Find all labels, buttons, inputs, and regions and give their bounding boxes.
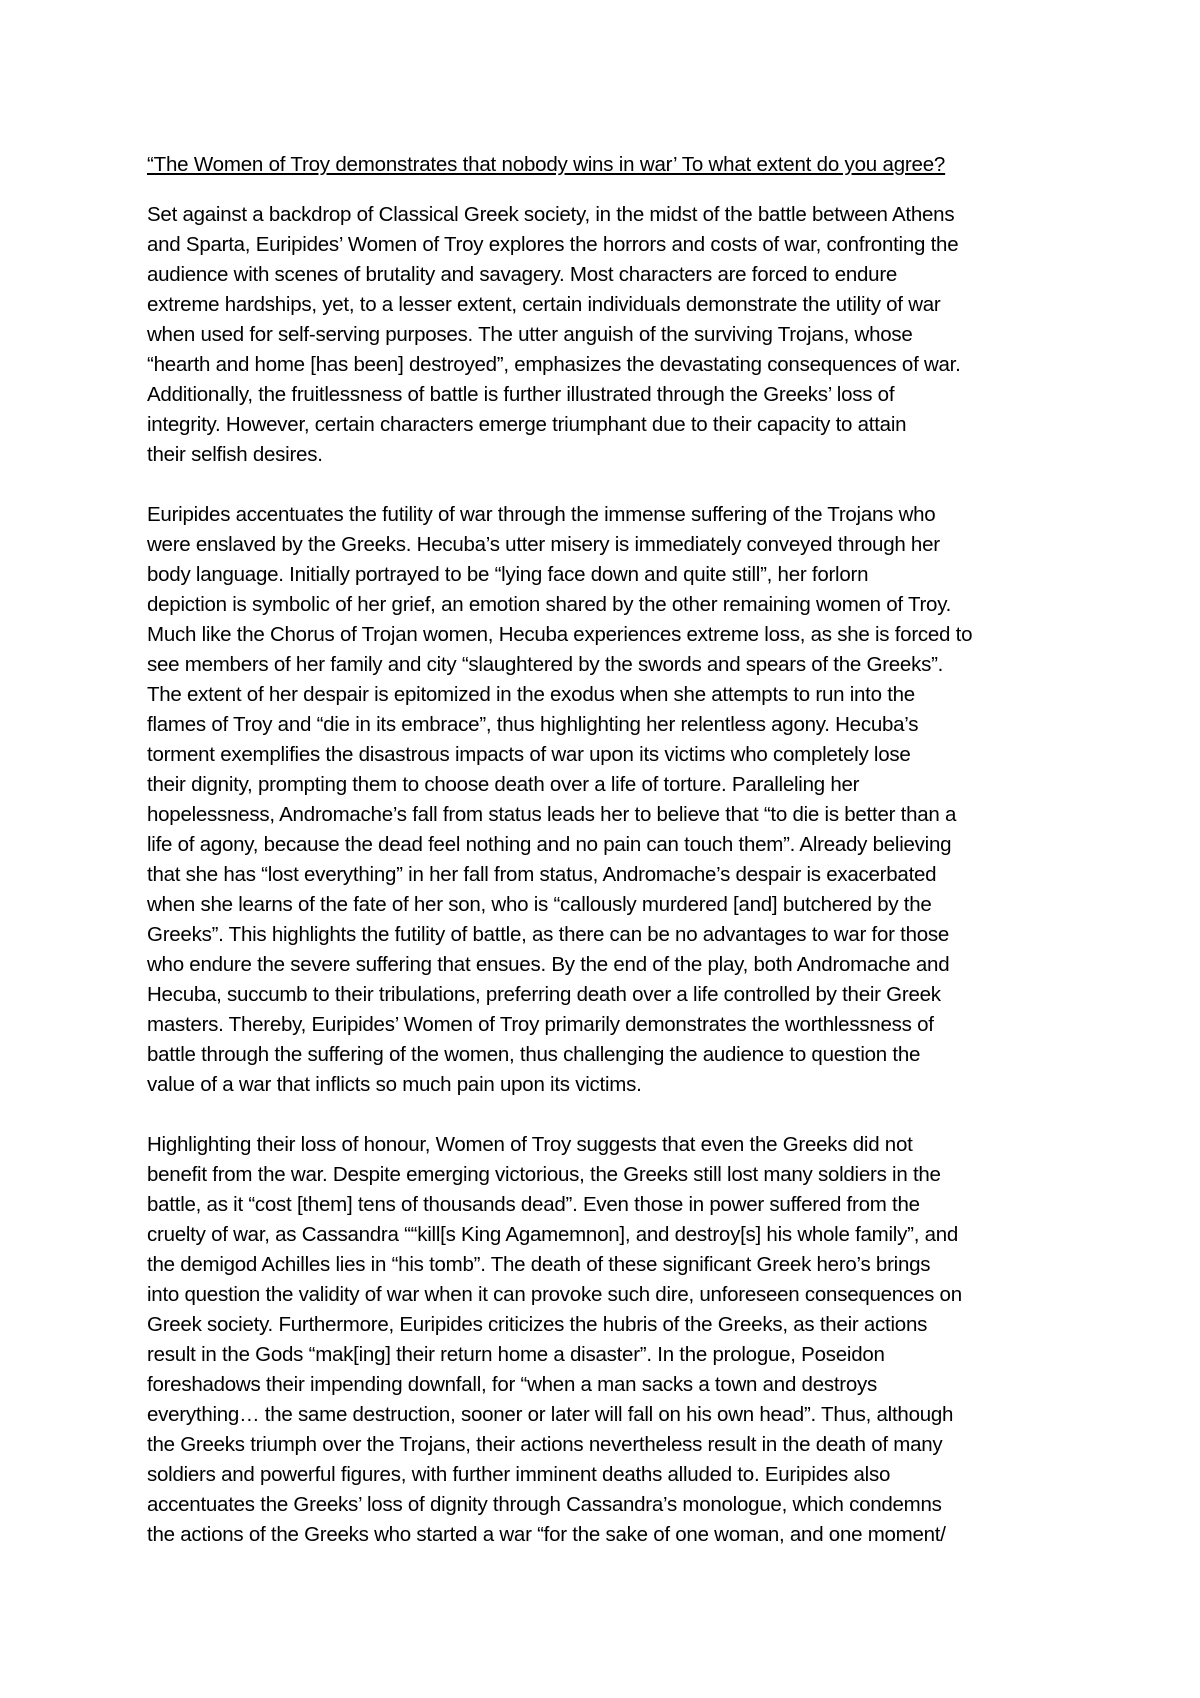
text-line: body language. Initially portrayed to be “lying face down and quite still”, her forlorn [147, 563, 869, 586]
text-line: and Sparta, Euripides’ Women of Troy explores the horrors and costs of war, confronting the [147, 233, 959, 256]
text-line: the Greeks triumph over the Trojans, their actions nevertheless result in the death of many [147, 1433, 943, 1456]
text-line: Set against a backdrop of Classical Greek society, in the midst of the battle between Athens [147, 203, 955, 226]
paragraph-introduction [147, 200, 1067, 470]
text-line: their selfish desires. [147, 443, 323, 466]
text-line: the actions of the Greeks who started a war “for the sake of one woman, and one moment/ [147, 1523, 946, 1546]
paragraph-greek-loss [147, 1130, 1067, 1550]
text-line: result in the Gods “mak[ing] their return home a disaster”. In the prologue, Poseidon [147, 1343, 885, 1366]
text-line: “hearth and home [has been] destroyed”, emphasizes the devastating consequences of war. [147, 353, 961, 376]
text-line: when used for self-serving purposes. The utter anguish of the surviving Trojans, whose [147, 323, 913, 346]
essay-body [147, 150, 1067, 1580]
text-line: their dignity, prompting them to choose death over a life of torture. Paralleling her [147, 773, 860, 796]
text-line: battle, as it “cost [them] tens of thousands dead”. Even those in power suffered from the [147, 1193, 920, 1216]
text-line: who endure the severe suffering that ensues. By the end of the play, both Andromache and [147, 953, 950, 976]
text-line: benefit from the war. Despite emerging victorious, the Greeks still lost many soldiers in the [147, 1163, 941, 1186]
text-line: that she has “lost everything” in her fall from status, Andromache’s despair is exacerbated [147, 863, 937, 886]
text-line: were enslaved by the Greeks. Hecuba’s utter misery is immediately conveyed through her [147, 533, 940, 556]
text-line: everything… the same destruction, sooner or later will fall on his own head”. Thus, although [147, 1403, 954, 1426]
text-line: cruelty of war, as Cassandra ““kill[s King Agamemnon], and destroy[s] his whole family”, and [147, 1223, 959, 1246]
text-line: Greeks”. This highlights the futility of battle, as there can be no advantages to war for those [147, 923, 950, 946]
text-line: the demigod Achilles lies in “his tomb”. The death of these significant Greek hero’s brings [147, 1253, 931, 1276]
text-line: integrity. However, certain characters emerge triumphant due to their capacity to attain [147, 413, 907, 436]
text-line: into question the validity of war when it can provoke such dire, unforeseen consequences on [147, 1283, 962, 1306]
text-line: Euripides accentuates the futility of war through the immense suffering of the Trojans who [147, 503, 936, 526]
text-line: Greek society. Furthermore, Euripides criticizes the hubris of the Greeks, as their actions [147, 1313, 928, 1336]
text-line: Hecuba, succumb to their tribulations, preferring death over a life controlled by their Greek [147, 983, 941, 1006]
text-line: soldiers and powerful figures, with further imminent deaths alluded to. Euripides also [147, 1463, 891, 1486]
text-line: hopelessness, Andromache’s fall from status leads her to believe that “to die is better than a [147, 803, 957, 826]
text-line: see members of her family and city “slaughtered by the swords and spears of the Greeks”. [147, 653, 944, 676]
text-line: masters. Thereby, Euripides’ Women of Troy primarily demonstrates the worthlessness of [147, 1013, 934, 1036]
text-line: when she learns of the fate of her son, who is “callously murdered [and] butchered by the [147, 893, 932, 916]
text-line: battle through the suffering of the women, thus challenging the audience to question the [147, 1043, 921, 1066]
text-line: audience with scenes of brutality and savagery. Most characters are forced to endure [147, 263, 898, 286]
text-line: Highlighting their loss of honour, Women of Troy suggests that even the Greeks did not [147, 1133, 913, 1156]
text-line: life of agony, because the dead feel nothing and no pain can touch them”. Already believing [147, 833, 952, 856]
text-line: The extent of her despair is epitomized in the exodus when she attempts to run into the [147, 683, 915, 706]
paragraph-trojan-suffering [147, 500, 1067, 1100]
text-line: foreshadows their impending downfall, for “when a man sacks a town and destroys [147, 1373, 878, 1396]
essay-title: “The Women of Troy demonstrates that nobody wins in war’ To what extent do you agree? [147, 153, 946, 176]
text-line: torment exemplifies the disastrous impacts of war upon its victims who completely lose [147, 743, 911, 766]
text-line: value of a war that inflicts so much pain upon its victims. [147, 1073, 642, 1096]
text-line: accentuates the Greeks’ loss of dignity through Cassandra’s monologue, which condemns [147, 1493, 942, 1516]
text-line: depiction is symbolic of her grief, an emotion shared by the other remaining women of Troy. [147, 593, 952, 616]
text-line: extreme hardships, yet, to a lesser extent, certain individuals demonstrate the utility of war [147, 293, 941, 316]
text-line: Additionally, the fruitlessness of battle is further illustrated through the Greeks’ loss of [147, 383, 895, 406]
text-line: Much like the Chorus of Trojan women, Hecuba experiences extreme loss, as she is forced to [147, 623, 973, 646]
text-line: flames of Troy and “die in its embrace”, thus highlighting her relentless agony. Hecuba’s [147, 713, 919, 736]
